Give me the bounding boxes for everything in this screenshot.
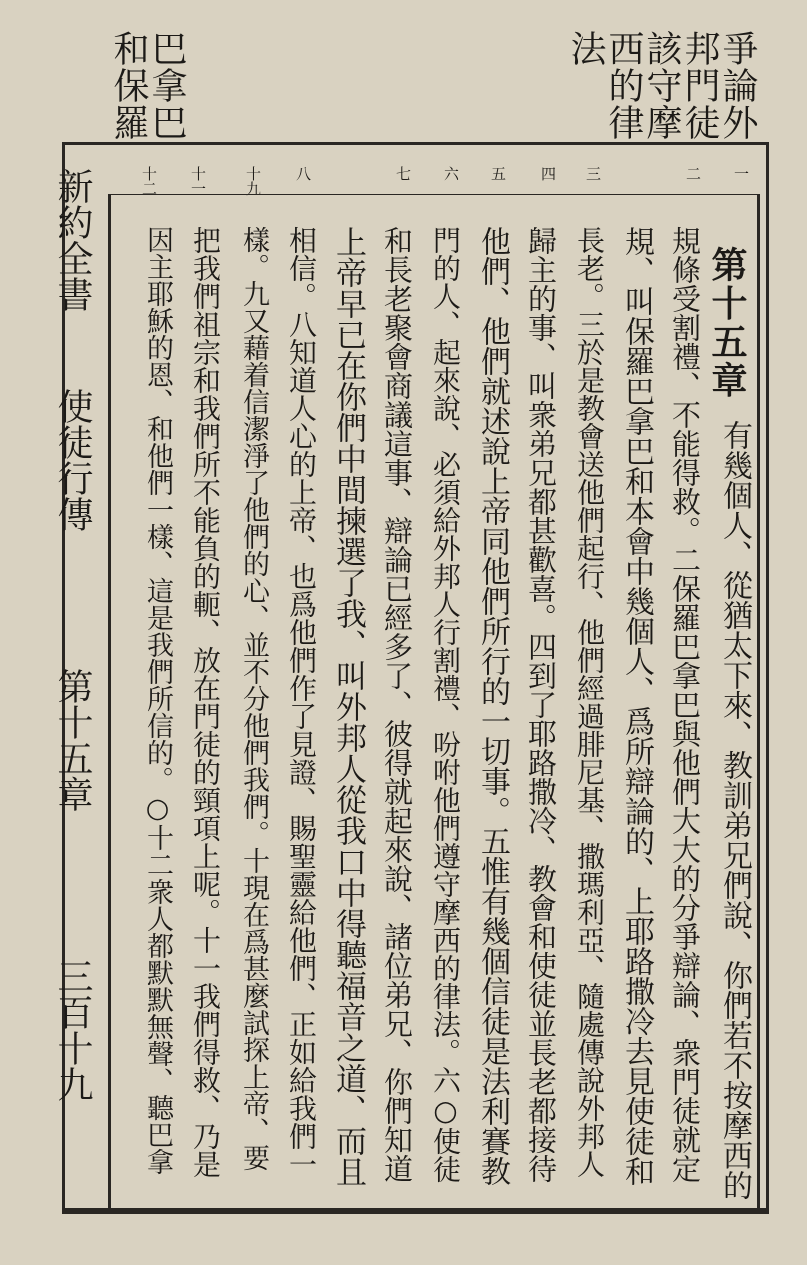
text-column: 規、叫保羅巴拿巴和本會中幾個人、爲所辯論的、上耶路撒冷去見使徒和 (619, 226, 654, 1186)
header-annotation-line: 和保羅 (108, 30, 149, 141)
verse-marker: 十九 (244, 166, 262, 196)
verse-marker: 五 (489, 166, 507, 181)
header-annotation-line: 法 (565, 30, 606, 67)
text-column: 相信。八知道人心的上帝、也爲他們作了見證、賜聖靈給他們、正如給我們一 (285, 226, 318, 1178)
verse-marker: 二 (684, 166, 702, 181)
text-column: 樣。九又藉着信潔淨了他們的心、並不分他們我們。十現在爲甚麼試探上帝、要 (238, 226, 269, 1171)
text-column: 因主耶穌的恩、和他們一樣、這是我們所信的。○十二衆人都默默無聲、聽巴拿 (142, 226, 173, 1175)
verse-marker: 十二 (140, 166, 158, 196)
text-column: 他們、他們就述說上帝同他們所行的一切事。五惟有幾個信徒是法利賽教 (475, 226, 510, 1186)
book-title: 新約全書 (52, 168, 93, 312)
book-name: 使徒行傳 (52, 388, 93, 532)
text-column: 上帝早已在你們中間揀選了我、叫外邦人從我口中得聽福音之道、而且 (330, 226, 366, 1187)
verse-marker: 三 (584, 166, 602, 181)
text-column: 有幾個人、從猶太下來、教訓弟兄們說、你們若不按摩西的 (717, 420, 752, 1200)
text-column: 規條受割禮、不能得救。二保羅巴拿巴與他們大大的分爭辯論、衆門徒就定 (668, 226, 702, 1183)
header-annotation-left (104, 30, 187, 141)
verse-marker: 八 (294, 166, 312, 181)
verse-marker: 一 (732, 166, 750, 181)
verse-marker: 六 (442, 166, 460, 181)
chapter-heading: 第十五章 (706, 246, 748, 400)
verse-number-strip (110, 160, 760, 196)
text-column: 歸主的事、叫衆弟兄都甚歡喜。四到了耶路撒冷、教會和使徒並長老都接待 (524, 226, 558, 1183)
text-column: 門的人、起來說、必須給外邦人行割禮、吩咐他們遵守摩西的律法。六○使徒 (429, 226, 462, 1183)
running-head (50, 168, 98, 1228)
verse-marker: 十一 (189, 166, 207, 196)
text-column: 和長老聚會商議這事、辯論已經多了、彼得就起來說、諸位弟兄、你們知道 (380, 226, 414, 1183)
text-column: 長老。三於是教會送他們起行、他們經過腓尼基、撒瑪利亞、隨處傳說外邦人 (573, 226, 606, 1178)
running-chapter: 第十五章 (52, 668, 93, 812)
text-column: 把我們祖宗和我們所不能負的軛、放在門徒的頸項上呢。十一我們得救、乃是 (189, 226, 222, 1178)
header-annotation-line: 西的律 (603, 30, 644, 141)
header-annotation-right (565, 30, 758, 141)
header-annotation-line: 爭論外 (717, 30, 758, 141)
verse-marker: 七 (394, 166, 412, 181)
header-annotation-line: 巴拿巴 (146, 30, 187, 141)
page-number: 三百十九 (52, 958, 93, 1102)
header-annotation-line: 該守摩 (641, 30, 682, 141)
verse-marker: 四 (539, 166, 557, 181)
header-annotation-line: 邦門徒 (679, 30, 720, 141)
